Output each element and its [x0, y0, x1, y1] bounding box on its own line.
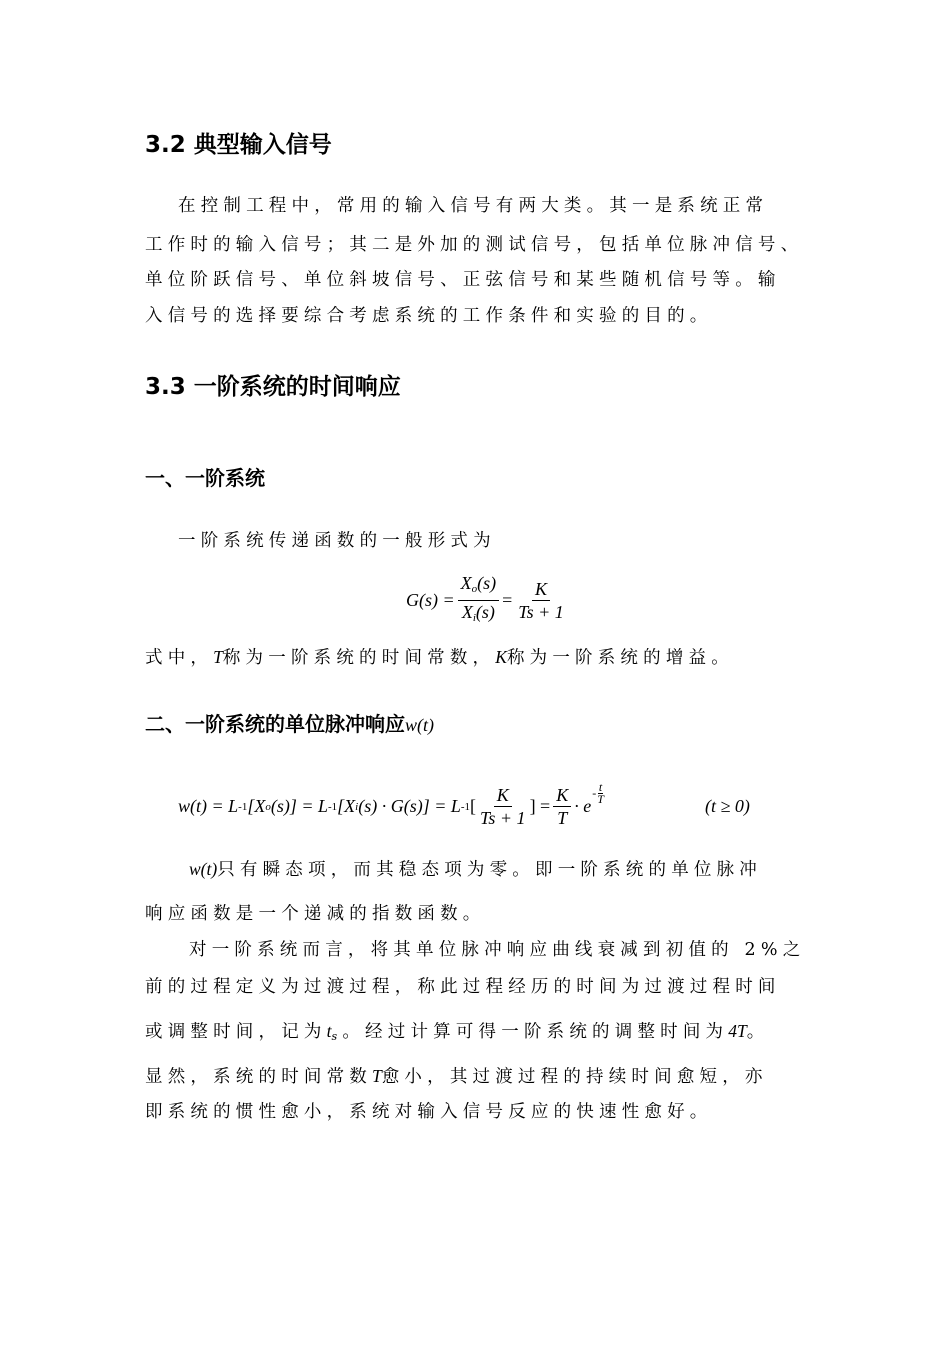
- paragraph-line: 前的过程定义为过渡过程，称此过程经历的时间为过渡过程时间: [145, 977, 781, 997]
- paragraph-line: 入信号的选择要综合考虑系统的工作条件和实验的目的。: [145, 306, 713, 326]
- paragraph-line: 显然，系统的时间常数T愈小，其过渡过程的持续时间愈短，亦: [145, 1066, 768, 1087]
- paragraph-line: 对一阶系统而言，将其单位脉冲响应曲线衰减到初值的 2%之: [189, 940, 806, 960]
- transfer-function-equation: G(s) = $\frac{X_o(s)}{X_i(s)}$ = $\frac{K}{Ts + 1}$: [406, 573, 570, 628]
- fraction: $\frac{K}{T}$: [553, 785, 571, 828]
- intro-line: 一阶系统传递函数的一般形式为: [178, 531, 496, 551]
- condition: (t ≥ 0): [705, 796, 750, 816]
- eq-lhs: G(s) =: [406, 590, 455, 610]
- fraction: $\frac{X_o(s)}{X_i(s)}$: [458, 573, 500, 628]
- section-3-2-heading: 3.2 典型输入信号: [145, 132, 332, 158]
- paragraph-line: 单位阶跃信号、单位斜坡信号、正弦信号和某些随机信号等。输: [145, 270, 781, 290]
- fraction: $\frac{K}{Ts + 1}$: [518, 579, 564, 622]
- subsection-2-heading: 二、一阶系统的单位脉冲响应w(t): [145, 712, 434, 736]
- impulse-response-equation: w(t) = L -1 [X o (s)] = L -1 [X i (s) · G(s)] = L -1 [ $\frac{K}{Ts + 1}$ ] = $\frac{K}{T}$ · e - $\frac{t}{T}$ (t ≥ 0): [178, 780, 750, 828]
- paragraph-line: 在控制工程中，常用的输入信号有两大类。其一是系统正常: [178, 196, 769, 216]
- paragraph-line: 工作时的输入信号；其二是外加的测试信号，包括单位脉冲信号、: [145, 235, 804, 255]
- fraction: $\frac{K}{Ts + 1}$: [480, 785, 526, 828]
- paragraph-line: 响应函数是一个递减的指数函数。: [145, 904, 486, 924]
- section-3-3-heading: 3.3 一阶系统的时间响应: [145, 374, 401, 400]
- paragraph-line: w(t)只有瞬态项，而其稳态项为零。即一阶系统的单位脉冲: [189, 859, 763, 880]
- subsection-1-heading: 一、一阶系统: [145, 466, 265, 490]
- exponent: - $\frac{t}{T}$: [592, 780, 604, 806]
- paragraph-line: 即系统的惯性愈小，系统对输入信号反应的快速性愈好。: [145, 1102, 713, 1122]
- definition-line: 式中，T称为一阶系统的时间常数，K称为一阶系统的增益。: [145, 647, 734, 668]
- paragraph-line: 或调整时间，记为$t_s$。经过计算可得一阶系统的调整时间为4T。: [145, 1021, 770, 1043]
